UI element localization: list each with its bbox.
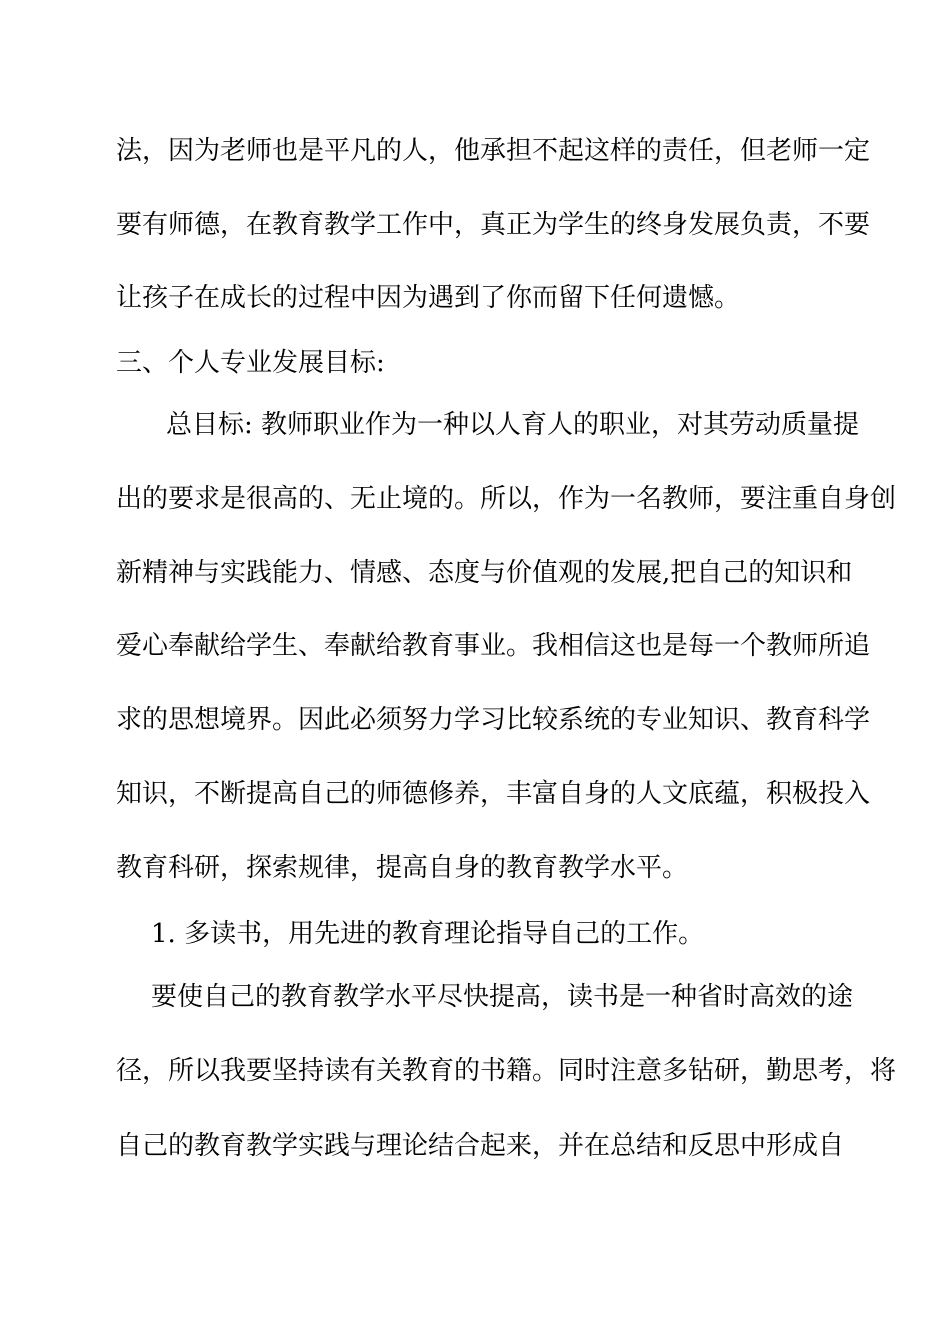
text-line — [0, 975, 950, 1019]
text-line — [0, 203, 950, 247]
body-text: 新精神与实践能力、情感、态度与价值观的发展,把自己的知识和 — [116, 558, 853, 588]
text-line — [0, 477, 950, 521]
text-line — [0, 1124, 950, 1168]
section-heading — [0, 341, 950, 385]
text-line — [0, 403, 950, 447]
body-text: 法，因为老师也是平凡的人，他承担不起这样的责任，但老师一定 — [116, 136, 871, 166]
body-text: 教育科研，探索规律，提高自身的教育教学水平。 — [116, 853, 689, 883]
list-item-heading — [0, 912, 950, 956]
body-text: 自己的教育教学实践与理论结合起来，并在总结和反思中形成自 — [116, 1131, 845, 1161]
body-text: 求的思想境界。因此必须努力学习比较系统的专业知识、教育科学 — [116, 705, 871, 735]
body-text: 知识，不断提高自己的师德修养，丰富自身的人文底蕴，积极投入 — [116, 779, 871, 809]
body-text: 总目标: 教师职业作为一种以人育人的职业，对其劳动质量提 — [166, 410, 860, 440]
list-item-text: 1. 多读书，用先进的教育理论指导自己的工作。 — [151, 919, 705, 949]
text-line — [0, 1049, 950, 1093]
heading-text: 三、个人专业发展目标: — [116, 348, 385, 378]
body-text: 径，所以我要坚持读有关教育的书籍。同时注意多钻研，勤思考，将 — [116, 1056, 897, 1086]
body-text: 要有师德，在教育教学工作中，真正为学生的终身发展负责，不要 — [116, 210, 871, 240]
text-line — [0, 624, 950, 668]
text-line — [0, 846, 950, 890]
text-line — [0, 551, 950, 595]
body-text: 爱心奉献给学生、奉献给教育事业。我相信这也是每一个教师所追 — [116, 631, 871, 661]
text-line — [0, 698, 950, 742]
text-line — [0, 129, 950, 173]
text-line — [0, 772, 950, 816]
body-text: 出的要求是很高的、无止境的。所以，作为一名教师，要注重自身创 — [116, 484, 897, 514]
body-text: 要使自己的教育教学水平尽快提高，读书是一种省时高效的途 — [151, 982, 854, 1012]
text-line — [0, 276, 950, 320]
body-text: 让孩子在成长的过程中因为遇到了你而留下任何遗憾。 — [116, 283, 741, 313]
